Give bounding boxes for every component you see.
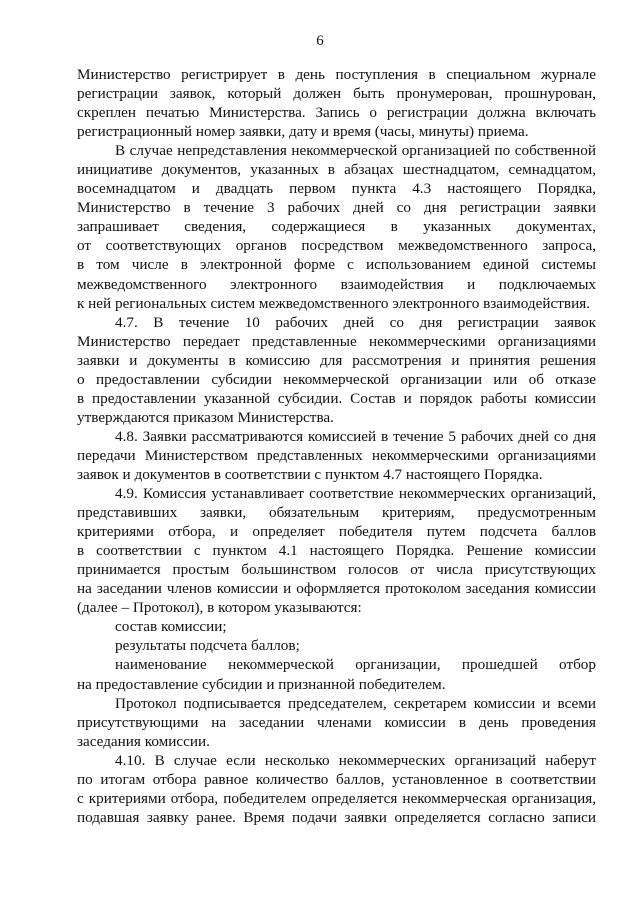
text-line: в том числе в электронной форме с использованием единой системы	[77, 256, 596, 274]
text-line: (далее – Протокол), в котором указываются:	[77, 599, 362, 617]
text-line: на предоставление субсидии и признанной победителем.	[77, 675, 446, 693]
text-line: запрашивает сведения, содержащиеся в указанных документах,	[77, 218, 596, 236]
text-line: передачи Министерством представленных некоммерческими организациями	[77, 446, 596, 464]
text-line: заявки и документы в комиссию для рассмотрения и принятия решения	[77, 351, 596, 369]
text-line: утверждаются приказом Министерства.	[77, 408, 334, 426]
text-line: представивших заявки, обязательным критериям, предусмотренным	[77, 504, 596, 522]
text-line: Министерство в течение 3 рабочих дней со дня регистрации заявки	[77, 199, 596, 217]
text-line: межведомственного электронного взаимодействия и подключаемых	[77, 275, 596, 293]
text-line: Протокол подписывается председателем, секретарем комиссии и всеми	[115, 694, 596, 712]
text-line: 4.10. В случае если несколько некоммерческих организаций наберут	[115, 751, 596, 769]
text-line: от соответствующих органов посредством межведомственного запроса,	[77, 237, 596, 255]
text-line: 4.9. Комиссия устанавливает соответствие некоммерческих организаций,	[115, 485, 596, 503]
text-line: критериями отбора, и определяет победителя путем подсчета баллов	[77, 523, 596, 541]
text-line: Министерство передает представленные некоммерческими организациями	[77, 332, 596, 350]
text-line: принимается простым большинством голосов от числа присутствующих	[77, 561, 596, 579]
text-line: заседания комиссии.	[77, 732, 210, 750]
page-number: 6	[316, 33, 324, 49]
text-line: инициативе документов, указанных в абзацах шестнадцатом, семнадцатом,	[77, 161, 596, 179]
text-line: к ней региональных систем межведомственного электронного взаимодействия.	[77, 294, 590, 312]
text-line: В случае непредставления некоммерческой организацией по собственной	[115, 142, 596, 160]
text-line: состав комиссии;	[115, 618, 227, 636]
text-line: результаты подсчета баллов;	[115, 637, 300, 655]
text-line: о предоставлении субсидии некоммерческой организации или об отказе	[77, 370, 596, 388]
text-line: скреплен печатью Министерства. Запись о регистрации должна включать	[77, 104, 596, 122]
text-line: регистрационный номер заявки, дату и время (часы, минуты) приема.	[77, 123, 529, 141]
text-line: в соответствии с пунктом 4.1 настоящего Порядка. Решение комиссии	[77, 542, 596, 560]
text-line: 4.7. В течение 10 рабочих дней со дня регистрации заявок	[115, 313, 596, 331]
text-line: заявок и документов в соответствии с пунктом 4.7 настоящего Порядка.	[77, 465, 543, 483]
text-line: с критериями отбора, победителем определяется некоммерческая организация,	[77, 789, 596, 807]
text-line: по итогам отбора равное количество баллов, установленное в соответствии	[77, 770, 596, 788]
text-line: Министерство регистрирует в день поступления в специальном журнале	[77, 66, 596, 83]
text-line: восемнадцатом и двадцать первом пункта 4.3 настоящего Порядка,	[77, 180, 596, 198]
text-line: 4.8. Заявки рассматриваются комиссией в течение 5 рабочих дней со дня	[115, 427, 596, 445]
text-line: регистрации заявок, который должен быть пронумерован, прошнурован,	[77, 85, 596, 103]
text-line: присутствующими на заседании членами комиссии в день проведения	[77, 713, 596, 731]
text-line: в предоставлении указанной субсидии. Состав и порядок работы комиссии	[77, 389, 596, 407]
text-line: на заседании членов комиссии и оформляется протоколом заседания комиссии	[77, 580, 596, 598]
text-line: наименование некоммерческой организации, прошедшей отбор	[115, 656, 596, 674]
text-line: подавшая заявку ранее. Время подачи заявки определяется согласно записи	[77, 808, 596, 826]
document-body	[77, 65, 596, 827]
